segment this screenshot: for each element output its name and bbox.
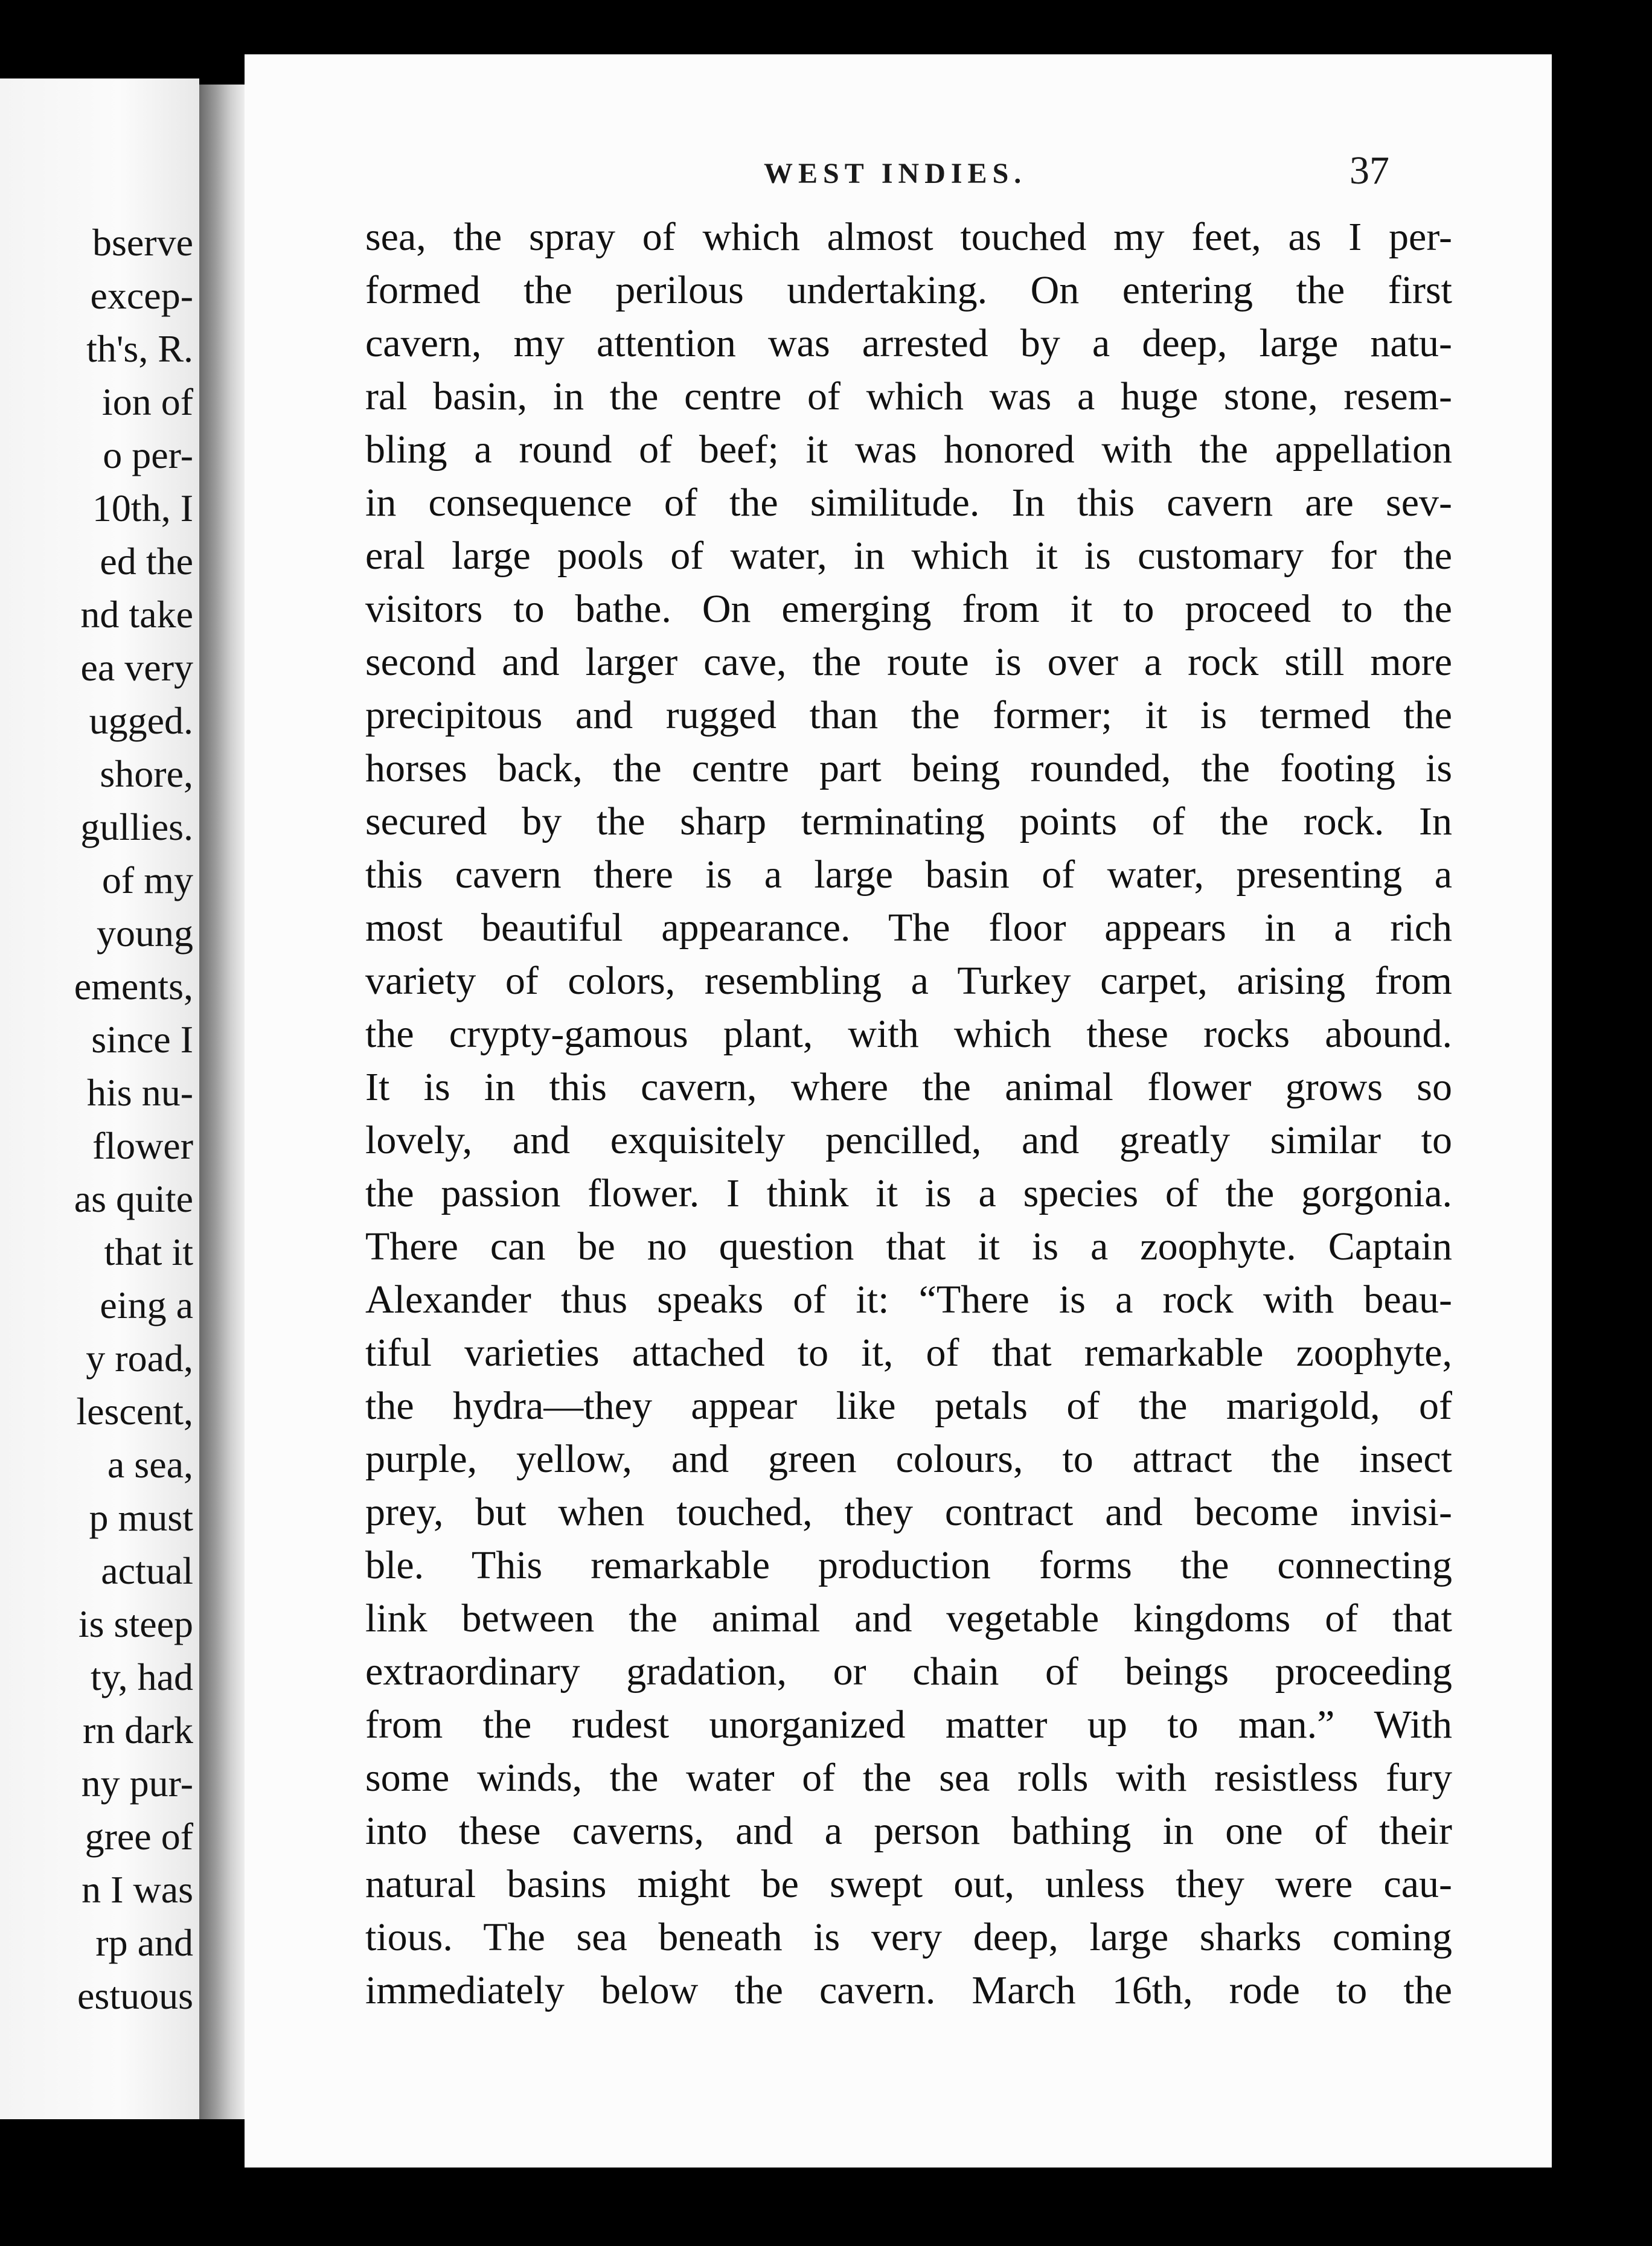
left-page-line: since I [91, 1018, 193, 1061]
left-page-line: estuous [77, 1974, 193, 2017]
left-page [0, 78, 199, 2119]
body-text-line: sea, the spray of which almost touched my feet, as I per- [365, 215, 1452, 259]
left-page-line: ion of [101, 380, 193, 423]
body-text-line: most beautiful appearance. The floor appears in a rich [365, 906, 1452, 950]
body-text-line: tious. The sea beneath is very deep, large sharks coming [365, 1915, 1452, 1959]
left-page-line: bserve [92, 221, 193, 264]
left-page-line: ugged. [89, 699, 193, 742]
left-page-line: rn dark [82, 1709, 193, 1752]
body-text-line: some winds, the water of the sea rolls with resistless fury [365, 1756, 1452, 1800]
body-text-line: this cavern there is a large basin of water, presenting a [365, 853, 1452, 897]
body-text-line: the hydra—they appear like petals of the marigold, of [365, 1384, 1452, 1428]
left-page-line: young [97, 912, 193, 955]
body-text-line: extraordinary gradation, or chain of beings proceeding [365, 1649, 1452, 1694]
left-page-line: excep- [90, 274, 193, 317]
left-page-line: his nu- [87, 1071, 193, 1114]
left-page-line: ements, [74, 965, 193, 1008]
page-number: 37 [1349, 149, 1389, 193]
body-text-line: tiful varieties attached to it, of that remarkable zoophyte, [365, 1331, 1452, 1375]
body-text-line: It is in this cavern, where the animal flower grows so [365, 1065, 1452, 1109]
body-text-line: bling a round of beef; it was honored with the appellation [365, 427, 1452, 472]
body-text-line: second and larger cave, the route is over a rock still more [365, 640, 1452, 684]
body-text-line: visitors to bathe. On emerging from it to proceed to the [365, 587, 1452, 631]
left-page-line: as quite [74, 1177, 193, 1220]
body-text-line: into these caverns, and a person bathing in one of their [365, 1809, 1452, 1853]
right-page [245, 54, 1552, 2168]
left-page-line: actual [101, 1549, 193, 1592]
body-text-line: the passion flower. I think it is a species of the gorgonia. [365, 1171, 1452, 1215]
left-page-line: ty, had [90, 1656, 193, 1698]
left-page-line: eing a [100, 1284, 193, 1326]
body-text-line: ral basin, in the centre of which was a huge stone, resem- [365, 374, 1452, 418]
running-header: WEST INDIES. [764, 158, 1027, 190]
left-page-line: a sea, [107, 1443, 193, 1486]
left-page-line: n I was [82, 1868, 193, 1911]
left-page-line: gree of [85, 1815, 193, 1858]
body-text-line: immediately below the cavern. March 16th, rode to the [365, 1968, 1452, 2012]
body-text-line: secured by the sharp terminating points of the rock. In [365, 799, 1452, 843]
left-page-line: is steep [78, 1602, 193, 1645]
body-text-line: link between the animal and vegetable kingdoms of that [365, 1596, 1452, 1640]
body-text-line: prey, but when touched, they contract and become invisi- [365, 1490, 1452, 1534]
body-text-line: formed the perilous undertaking. On entering the first [365, 268, 1452, 312]
body-text-line: natural basins might be swept out, unless they were cau- [365, 1862, 1452, 1906]
body-text-line: eral large pools of water, in which it is customary for the [365, 534, 1452, 578]
left-page-line: th's, R. [86, 327, 193, 370]
body-text-line: ble. This remarkable production forms the connecting [365, 1543, 1452, 1587]
left-page-line: y road, [86, 1337, 193, 1380]
left-page-line: ny pur- [81, 1762, 193, 1805]
body-text-line: precipitous and rugged than the former; it is termed the [365, 693, 1452, 737]
body-text-line: purple, yellow, and green colours, to attract the insect [365, 1437, 1452, 1481]
left-page-line: o per- [103, 434, 193, 476]
body-text-line: horses back, the centre part being rounded, the footing is [365, 746, 1452, 790]
left-page-line: 10th, I [92, 487, 193, 530]
left-page-line: of my [101, 859, 193, 901]
body-text-line: cavern, my attention was arrested by a deep, large natu- [365, 321, 1452, 365]
left-page-line: flower [92, 1124, 193, 1167]
left-page-line: gullies. [80, 805, 193, 848]
left-page-line: shore, [100, 752, 193, 795]
left-page-line: lescent, [76, 1390, 193, 1433]
body-text-line: from the rudest unorganized matter up to man.” With [365, 1703, 1452, 1747]
left-page-line: that it [104, 1230, 193, 1273]
left-page-line: rp and [95, 1921, 193, 1964]
body-text-line: in consequence of the similitude. In this cavern are sev- [365, 481, 1452, 525]
left-page-line: p must [89, 1496, 193, 1539]
left-page-line: ea very [80, 646, 193, 689]
left-page-line: ed the [100, 540, 193, 583]
body-text-line: lovely, and exquisitely pencilled, and greatly similar to [365, 1118, 1452, 1162]
body-text-line: There can be no question that it is a zoophyte. Captain [365, 1224, 1452, 1269]
body-text-line: the crypty-gamous plant, with which these rocks abound. [365, 1012, 1452, 1056]
body-text-line: variety of colors, resembling a Turkey carpet, arising from [365, 959, 1452, 1003]
book-gutter [199, 85, 245, 2119]
body-text-line: Alexander thus speaks of it: “There is a rock with beau- [365, 1278, 1452, 1322]
left-page-line: nd take [80, 593, 193, 636]
